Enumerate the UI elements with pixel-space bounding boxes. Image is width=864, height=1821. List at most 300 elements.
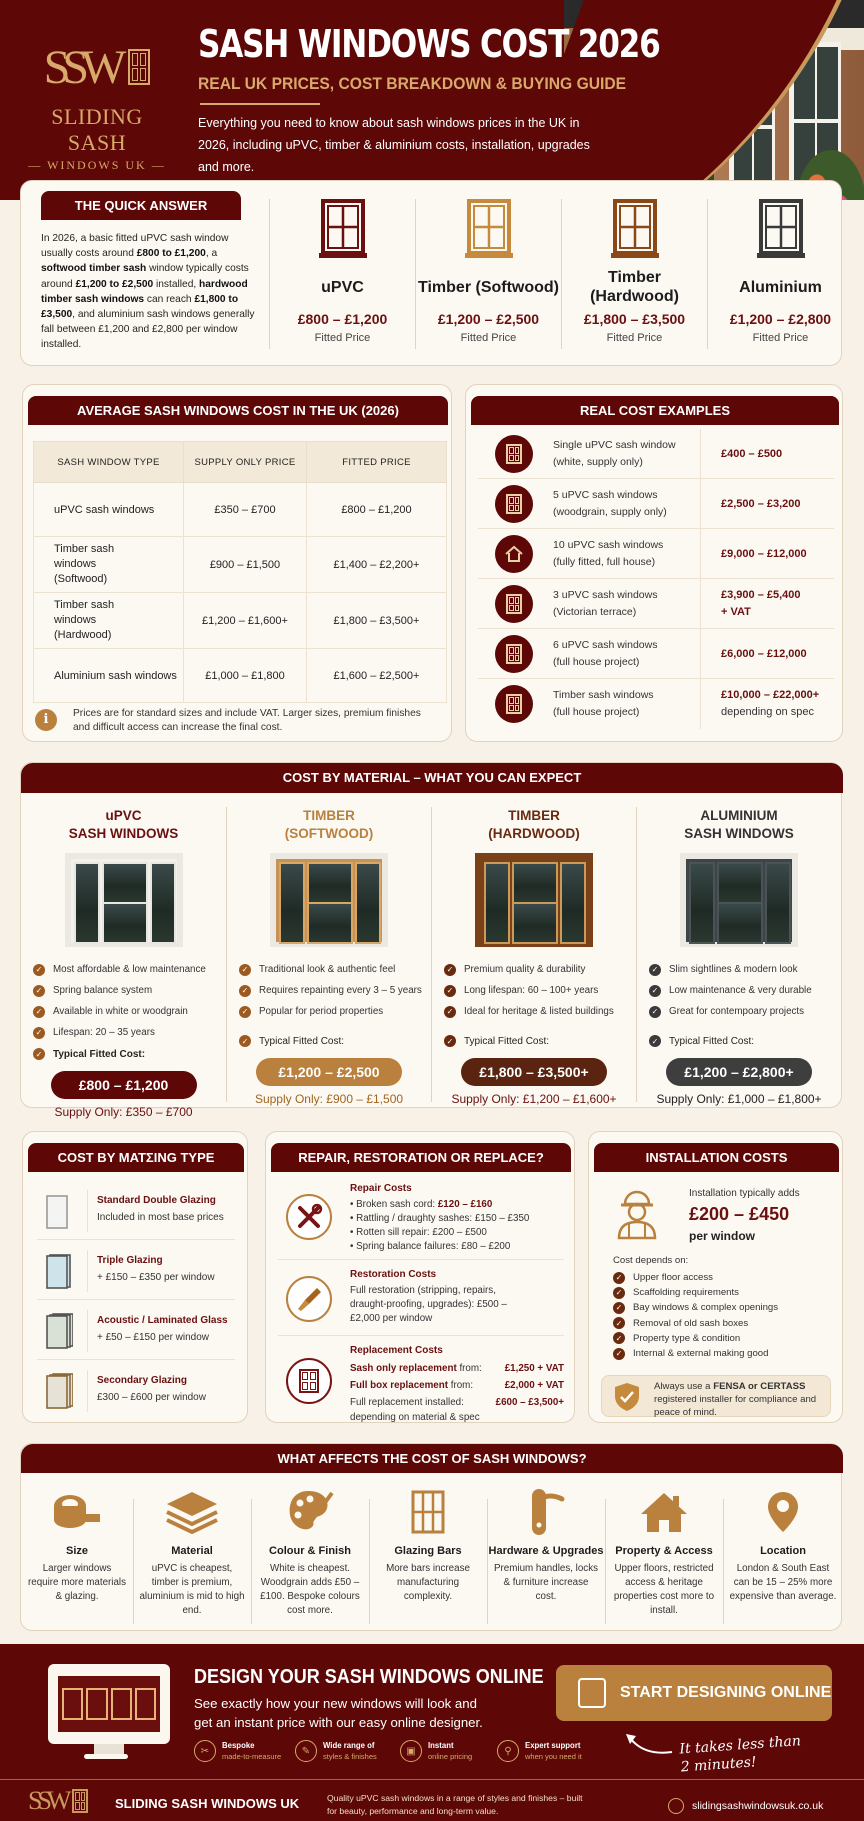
table-row [34,593,447,649]
house-icon [605,1490,723,1534]
window-icon [286,1358,332,1404]
website-text: slidingsashwindowsuk.co.uk [692,1800,824,1812]
curved-arrow-icon [624,1732,674,1756]
example-line1: 10 uPVC sash windows [553,539,664,551]
cost-example-price [721,587,801,620]
cost-example-price [721,496,801,513]
material-summary-2 [561,199,707,349]
cta-feature [194,1740,281,1762]
replacement-label [350,1394,464,1411]
quick-answer-fragment: can reach [144,293,195,305]
example-line1: Timber sash windows [553,689,654,701]
feature-item [33,980,226,1001]
cta-feature-title: Bespoke [222,1741,255,1750]
replacement-value: £2,000 + VAT [504,1380,564,1391]
check-icon: ✓ [649,1035,661,1047]
feature-text: Spring balance system [53,985,153,996]
check-icon: ✓ [649,985,661,997]
cta-subtitle: See exactly how your new windows will look and get an instant price with our easy online designer. [194,1696,483,1730]
feature-item [649,980,841,1001]
check-icon: ✓ [444,964,456,976]
cta-feature-title: Wide range of [323,1741,375,1750]
house-icon [495,535,533,573]
factor-text: Bay windows & complex openings [633,1302,779,1314]
cost-factor-name: Hardware & Upgrades [488,1545,604,1557]
check-icon: ✓ [239,964,251,976]
cost-factor-desc: More bars increase manufacturing complexity. [386,1563,470,1602]
repair-line-value: £120 – £160 [437,1199,493,1210]
hero-banner [0,0,864,200]
example-extra: + VAT [721,605,751,618]
window-icon [495,585,533,623]
example-line2: (fully fitted, full house) [553,555,656,568]
cost-by-material-heading: COST BY MATERIAL – WHAT YOU CAN EXPECT [21,763,843,793]
cost-example-desc [553,437,676,470]
monitor-stand [94,1744,124,1754]
cell-type: Timber sash windows (Softwood) [34,537,184,593]
check-icon: ✓ [613,1272,625,1284]
info-icon: i [35,709,57,731]
feature-item [444,959,636,980]
cta-feature-sub: when you need it [525,1752,582,1761]
palette-icon [251,1490,369,1534]
replacement-label [350,1360,482,1377]
cost-examples-heading: REAL COST EXAMPLES [471,396,839,425]
logo-sub: — WINDOWS UK — [28,158,166,172]
typical-cost-text: Typical Fitted Cost: [259,1035,345,1047]
feature-item [649,959,841,980]
cell-supply: £1,000 – £1,800 [184,649,307,703]
factor-item [613,1300,778,1315]
window-icon [495,435,533,473]
start-designing-label: START DESIGNING ONLINE [620,1684,832,1701]
divider [87,1310,88,1352]
replacement-footnote: depending on material & spec [350,1412,480,1423]
sash-window-icon [756,199,806,261]
cost-example-desc [553,537,663,570]
feature-item [649,1001,841,1022]
example-price: £10,000 – £22,000+ [721,689,820,701]
check-icon: ✓ [33,1048,45,1060]
hero-divider [200,103,320,105]
repair-line-label: • Spring balance failures: £80 – £200 [350,1241,511,1252]
repair-line [350,1198,564,1212]
cost-factor-desc: Larger windows require more materials & glazing. [27,1563,126,1602]
material-subtitle: (SOFTWOOD) [284,826,374,841]
fensa-note [601,1375,831,1417]
sash-window-icon [464,199,514,261]
installation-costs-card [588,1131,843,1423]
material-column-0 [21,807,226,1119]
cost-example-row [478,429,834,479]
example-price: £3,900 – £5,400 [721,589,801,601]
material-price: £1,200 – £2,500 [437,311,540,327]
average-cost-table [33,441,447,703]
cost-example-price [721,446,782,463]
factor-item [613,1316,778,1331]
column-divider [700,429,701,479]
cta-feature-sub: made-to-measure [222,1752,282,1761]
check-icon: ✓ [33,1006,45,1018]
calculator-icon: ▣ [400,1740,422,1762]
replacement-row [350,1377,564,1394]
feature-text: Slim sightlines & modern look [669,964,798,975]
fitted-price-label: Fitted Price [606,332,663,344]
page-title: SASH WINDOWS COST 2026 [198,22,660,66]
installation-heading: INSTALLATION COSTS [594,1143,839,1172]
check-icon: ✓ [33,985,45,997]
supply-only-price: Supply Only: £900 – £1,500 [254,1092,404,1106]
check-icon: ✓ [33,1027,45,1039]
column-divider [700,679,701,729]
feature-item [444,980,636,1001]
cta-feature-title: Instant [428,1741,454,1750]
quick-answer-fragment: In 2026, a basic fitted uPVC sash window usually costs around [41,233,229,260]
replacement-rest: from: [448,1380,474,1391]
cell-supply: £350 – £700 [184,483,307,537]
logo-name: SLIDING SASH [51,104,143,155]
feature-item [33,959,226,980]
feature-text: Low maintenance & very durable [669,985,812,996]
material-title: TIMBER [508,808,560,823]
door-handle-icon [487,1490,605,1534]
glazing-name: Secondary Glazing [97,1375,188,1386]
cost-factor-tape-measure [21,1484,133,1624]
replacement-costs-body [350,1344,564,1425]
feature-text: Popular for period properties [259,1006,384,1017]
glazing-row [37,1242,235,1300]
website-link[interactable] [668,1798,823,1814]
feature-text: Premium quality & durability [464,964,586,975]
table-row [34,537,447,593]
material-summary-3 [707,199,853,349]
glazing-bars-icon [369,1490,487,1534]
cost-example-desc [553,637,657,670]
factor-item [613,1346,778,1361]
factor-text: Upper floor access [633,1272,713,1284]
glass-pane-icon [45,1252,73,1290]
design-icon [578,1678,606,1708]
sash-window-photo [475,853,593,947]
worker-icon [613,1186,661,1240]
check-icon: ✓ [613,1348,625,1360]
example-line2: (Victorian terrace) [553,605,637,618]
example-line2: (woodgrain, supply only) [553,505,667,518]
material-subtitle: (HARDWOOD) [488,826,580,841]
start-designing-button[interactable] [556,1665,832,1721]
cost-example-desc [553,587,657,620]
tools-icon [286,1194,332,1240]
cost-factors-heading: WHAT AFFECTS THE COST OF SASH WINDOWS? [21,1444,843,1473]
footer-company-name: SLIDING SASH WINDOWS UK [115,1796,300,1811]
feature-text: Traditional look & authentic feel [259,964,396,975]
glazing-price: + £50 – £150 per window [97,1332,210,1343]
supply-only-price: Supply Only: £1,000 – £1,800+ [656,1092,822,1106]
cost-example-price [721,687,819,720]
restoration-costs-title: Restoration Costs [350,1269,437,1280]
feature-text: Lifespan: 20 – 35 years [53,1027,155,1038]
glazing-row [37,1182,235,1240]
restoration-costs-body [350,1268,564,1326]
glazing-row [37,1362,235,1420]
shield-check-icon [614,1382,640,1412]
installation-per: per window [689,1229,755,1243]
fitted-price-pill: £800 – £1,200 [51,1071,197,1099]
cell-fitted: £1,800 – £3,500+ [307,593,447,649]
cost-factor-name: Material [171,1545,213,1557]
supply-only-price: Supply Only: £1,200 – £1,600+ [451,1092,617,1106]
pencil-icon: ✎ [295,1740,317,1762]
column-divider [700,529,701,579]
footer-tagline: Quality uPVC sash windows in a range of styles and finishes – built for beauty, performance and long-term value. [327,1793,583,1816]
cta-feature-title: Expert support [525,1741,581,1750]
supply-only-price: Supply Only: £350 – £700 [54,1105,193,1119]
quick-answer-fragment: , a [205,248,218,260]
repair-costs-body [350,1182,564,1254]
col-header-fitted: FITTED PRICE [307,442,447,483]
sash-window-photo [680,853,798,947]
quick-answer-fragment: window typically costs around [41,263,249,290]
factor-text: Removal of old sash boxes [633,1317,749,1329]
glass-pane-icon [45,1192,73,1230]
tape-measure-icon [21,1490,133,1534]
feature-item [239,980,431,1001]
price-note-text: Prices are for standard sizes and include VAT. Larger sizes, premium finishes and difficult access can increase the final cost. [73,708,421,733]
cta-feature [295,1740,377,1762]
cell-fitted: £1,400 – £2,200+ [307,537,447,593]
replacement-row [350,1394,564,1411]
design-online-cta [0,1644,864,1821]
cost-factor-desc: White is cheapest. Woodgrain adds £50 – £100. Bespoke colours cost more. [260,1563,360,1616]
glazing-type-card [22,1131,248,1423]
material-features [33,959,226,1043]
material-title: uPVC [105,808,142,823]
example-price: £6,000 – £12,000 [721,648,807,660]
cost-example-price [721,646,807,663]
material-title: TIMBER [303,808,355,823]
example-line2: (white, supply only) [553,455,643,468]
cell-supply: £900 – £1,500 [184,537,307,593]
cell-type: Aluminium sash windows [34,649,184,703]
repair-line [350,1240,564,1254]
replacement-costs-section [278,1344,564,1423]
replacement-rest: Full replacement installed: [350,1397,464,1408]
cost-factor-desc: Premium handles, locks & furniture increase cost. [494,1563,598,1602]
quick-answer-fragment: installed, [153,278,200,290]
fitted-price-pill: £1,200 – £2,500 [256,1058,402,1086]
col-header-type: SASH WINDOW TYPE [34,442,184,483]
factor-item [613,1270,778,1285]
brand-logo[interactable] [22,38,172,173]
hero-description: Everything you need to know about sash windows prices in the UK in 2026, including uPVC, timber & aluminium costs, installation, upgrades and more. [198,116,590,174]
sash-window-photo [65,853,183,947]
material-price: £1,200 – £2,800 [729,311,832,327]
feature-text: Most affordable & low maintenance [53,964,206,975]
support-icon: ⚲ [497,1740,519,1762]
example-price: £400 – £500 [721,448,783,460]
glazing-name: Standard Double Glazing [97,1195,216,1206]
divider [87,1190,88,1232]
footer-logo[interactable] [28,1786,88,1816]
material-summary-0 [269,199,415,349]
replacement-rest: from: [456,1363,482,1374]
cost-example-desc [553,487,667,520]
material-title: ALUMINIUM [700,808,778,823]
material-features [239,959,431,1022]
example-line2: (full house project) [553,705,640,718]
quick-answer-fragment: hardwood timber sash windows [41,278,248,305]
logo-monogram: SSW [43,40,119,94]
cost-factor-desc: uPVC is cheapest, timber is premium, aluminium is mid to high end. [139,1563,245,1616]
cost-factor-door-handle [487,1484,605,1624]
factor-text: Scaffolding requirements [633,1287,739,1299]
price-note [35,707,435,734]
location-pin-icon [723,1490,843,1534]
check-icon: ✓ [444,985,456,997]
footer-divider [0,1779,864,1780]
cell-type: Timber sash windows (Hardwood) [34,593,184,649]
repair-line [350,1226,564,1240]
example-line1: 6 uPVC sash windows [553,639,658,651]
replacement-costs-title: Replacement Costs [350,1345,443,1356]
check-icon: ✓ [444,1035,456,1047]
material-summary-1 [415,199,561,349]
typical-cost-label [649,1030,841,1052]
feature-text: Long lifespan: 60 – 100+ years [464,985,599,996]
check-icon: ✓ [613,1287,625,1299]
check-icon: ✓ [613,1317,625,1329]
replacement-value: £1,250 + VAT [504,1363,564,1374]
cost-factor-house [605,1484,723,1624]
example-line2: (full house project) [553,655,640,668]
installation-depends-label: Cost depends on: [613,1255,689,1266]
fitted-price-label: Fitted Price [752,332,809,344]
sash-window-icon [610,199,660,261]
divider [87,1370,88,1412]
repair-restore-replace-card [265,1131,575,1423]
feature-item [239,1001,431,1022]
material-name: uPVC [321,278,364,296]
check-icon: ✓ [239,1006,251,1018]
cta-feature-sub: styles & finishes [323,1752,377,1761]
check-icon: ✓ [239,985,251,997]
example-price: £9,000 – £12,000 [721,548,807,560]
window-icon [495,485,533,523]
material-price: £1,800 – £3,500 [583,311,686,327]
note-post: registered installer for compliance and peace of mind. [654,1394,817,1418]
typical-cost-text: Typical Fitted Cost: [669,1035,755,1047]
typical-cost-text: Typical Fitted Cost: [53,1048,146,1060]
cta-feature [497,1740,582,1762]
quick-answer-fragment: £1,800 to £3,500 [41,293,239,321]
restoration-costs-section [278,1268,564,1336]
quick-answer-text [41,231,256,353]
monitor-illustration [48,1664,170,1744]
glazing-name: Triple Glazing [97,1255,163,1266]
repair-line-label: • Rattling / draughty sashes: £150 – £350 [350,1213,530,1224]
installation-factors [613,1270,778,1361]
cta-title: DESIGN YOUR SASH WINDOWS ONLINE [194,1666,544,1688]
typical-cost-text: Typical Fitted Cost: [464,1035,550,1047]
cost-example-price [721,546,807,563]
material-name: Timber (Softwood) [417,278,560,296]
cost-factor-name: Property & Access [615,1545,713,1557]
repair-costs-section [278,1182,564,1260]
feature-text: Great for contempoary projects [669,1006,805,1017]
factor-text: Property type & condition [633,1332,741,1344]
quick-answer-heading: THE QUICK ANSWER [41,191,241,220]
cost-example-row [478,579,834,629]
paintbrush-icon [286,1276,332,1322]
glazing-row [37,1302,235,1360]
cell-type: uPVC sash windows [34,483,184,537]
material-features [649,959,841,1022]
table-row [34,483,447,537]
quick-answer-card [20,180,842,366]
feature-item [239,959,431,980]
fitted-price-label: Fitted Price [314,332,371,344]
cost-factor-glazing-bars [369,1484,487,1624]
installation-price: £200 – £450 [689,1204,790,1224]
material-column-1 [226,807,431,1106]
cell-fitted: £800 – £1,200 [307,483,447,537]
fitted-price-pill: £1,200 – £2,800+ [666,1058,812,1086]
material-name: Timber (Hardwood) [590,269,679,305]
feature-text: Available in white or woodgrain [53,1006,188,1017]
cost-factor-name: Location [760,1545,806,1557]
material-column-2 [431,807,636,1106]
typical-cost-label [444,1030,636,1052]
quick-answer-fragment: , and aluminium sash windows generally fall between £1,200 and £2,800 per window installed. [41,309,255,351]
glass-pane-icon [45,1312,73,1350]
replacement-label [350,1377,473,1394]
typical-cost-label [33,1043,226,1065]
check-icon: ✓ [613,1332,625,1344]
feature-text: Ideal for heritage & listed buildings [464,1006,614,1017]
cost-example-desc [553,687,654,720]
cost-factor-desc: London & South East can be 15 – 25% more expensive than average. [729,1563,837,1602]
cost-factor-location-pin [723,1484,843,1624]
table-row [34,649,447,703]
cell-supply: £1,200 – £1,600+ [184,593,307,649]
feature-item [33,1001,226,1022]
check-icon: ✓ [33,964,45,976]
check-icon: ✓ [649,1006,661,1018]
page-subtitle: REAL UK PRICES, COST BREAKDOWN & BUYING GUIDE [198,74,627,93]
restoration-costs-text: Full restoration (stripping, repairs, draught-proofing, upgrades): £500 – £2,000 per window [350,1285,507,1324]
column-divider [700,479,701,529]
repair-costs-title: Repair Costs [350,1183,412,1194]
cost-factor-desc: Upper floors, restricted access & heritage properties cost more to install. [613,1563,715,1616]
cost-example-row [478,679,834,729]
cta-feature-text [323,1740,377,1762]
cell-fitted: £1,600 – £2,500+ [307,649,447,703]
example-extra: depending on spec [721,705,814,718]
sash-window-icon [318,199,368,261]
check-icon: ✓ [613,1302,625,1314]
logo-window-icon [128,49,150,85]
note-bold: FENSA or CERTASS [713,1381,806,1392]
repair-heading: REPAIR, RESTORATION OR REPLACE? [271,1143,571,1172]
cost-by-material-card [20,762,842,1119]
replacement-row [350,1360,564,1377]
fitted-price-label: Fitted Price [460,332,517,344]
replacement-bold: Sash only replacement [350,1363,457,1374]
average-cost-card [22,384,452,742]
cta-feature-text [428,1740,472,1762]
feature-item [33,1022,226,1043]
feature-text: Requires repainting every 3 – 5 years [259,985,422,996]
